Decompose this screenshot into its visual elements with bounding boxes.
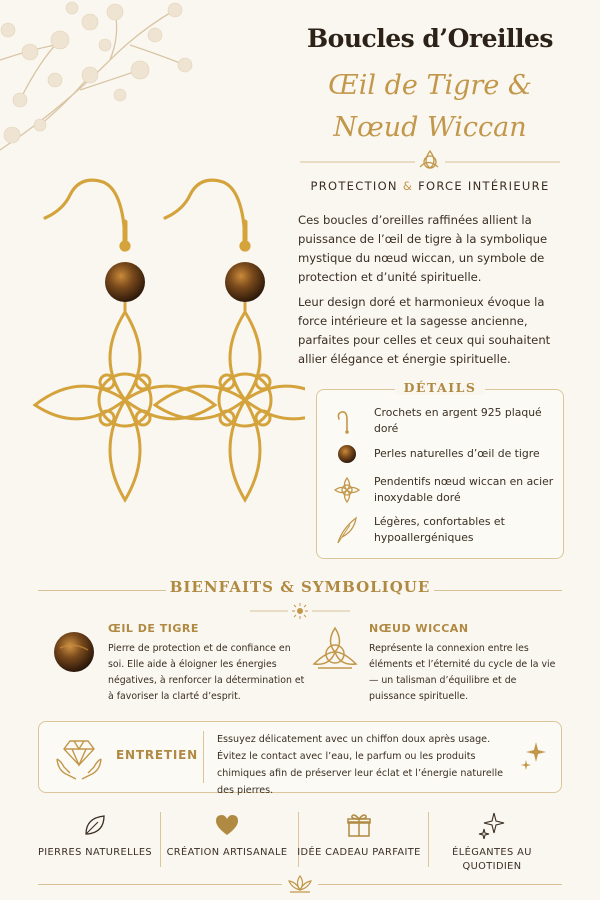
section-line-left [38,590,166,591]
feature-separator [160,812,161,867]
subtitle-force: FORCE INTÉRIEURE [418,179,550,193]
detail-text: Perles naturelles d’œil de tigre [374,447,540,460]
hook-icon [332,406,362,436]
feature-label: CRÉATION ARTISANALE [166,847,288,858]
witch-knot-benefit-icon [310,624,360,674]
bottom-line-left [38,884,282,885]
feature-item [162,810,292,860]
care-title: ENTRETIEN [116,748,198,762]
sparkles-icon [427,810,557,840]
subtitle-ampersand: & [402,179,414,193]
feather-icon [332,515,362,545]
detail-text: Légères, confortables et hypoallergéniques [374,515,505,544]
care-text: Essuyez délicatement avec un chiffon doux après usage. Évitez le contact avec l’eau, le parfum ou les produits chimiques afin de préserver leur éclat et l’énergie naturelle des pierres. [217,734,504,796]
lotus-icon [286,874,314,894]
feature-label: IDÉE CADEAU PARFAITE [297,847,421,858]
detail-item [332,405,562,437]
detail-item [332,474,562,506]
witch-knot-title: NŒUD WICCAN [369,622,469,635]
title-script-line-1: Œil de Tigre & [328,70,532,101]
witch-knot-icon [332,475,362,505]
gift-icon [294,810,424,840]
details-title: DÉTAILS [395,380,485,395]
detail-text: Pendentifs nœud wiccan en acier inoxydable doré [374,475,554,504]
leaf-icon [30,810,160,840]
description-paragraph-1: Ces boucles d’oreilles raffinées allient la puissance de l’œil de tigre à la symbolique mystique du nœud wiccan, un symbole de protection et d’unité spirituelle. [298,213,548,284]
tiger-eye-bead-icon [332,439,362,469]
detail-item [332,514,562,546]
triquetra-divider-icon [300,148,560,172]
benefits-heading: BIENFAITS & SYMBOLIQUE [169,578,431,596]
heart-icon [162,810,292,840]
earrings-illustration [25,160,305,520]
tiger-eye-title: ŒIL DE TIGRE [108,622,199,635]
feature-item [294,810,424,860]
diamond-hands-icon [54,733,104,781]
subtitle [298,179,562,193]
feature-label: ÉLÉGANTES AU QUOTIDIEN [452,847,532,872]
feature-label: PIERRES NATURELLES [37,847,153,858]
detail-item [332,439,562,469]
care-separator [203,731,204,783]
witch-knot-text: Représente la connexion entre les éléments et l’éternité du cycle de la vie — un talisman d’équilibre et de puissance spirituelle. [369,643,556,702]
sparkles-icon [520,740,548,772]
description-paragraph-2: Leur design doré et harmonieux évoque la force intérieure et la sagesse ancienne, parfaites pour celles et ceux qui souhaitent allier élégance et énergie spirituelle. [298,295,551,366]
title-script-line-2: Nœud Wiccan [333,112,527,143]
tiger-eye-stone-icon [52,630,96,674]
section-line-right [434,590,562,591]
sun-ornament-icon [250,602,350,620]
page-title: Boucles d’Oreilles [307,24,553,53]
tiger-eye-text: Pierre de protection et de confiance en soi. Elle aide à éloigner les énergies négatives, à renforcer la détermination et à favoriser la clarté d’esprit. [108,643,305,702]
feature-item [427,810,557,874]
feature-item [30,810,160,860]
bottom-line-right [318,884,562,885]
subtitle-protection: PROTECTION [310,179,398,193]
detail-text: Crochets en argent 925 plaqué doré [374,406,542,435]
